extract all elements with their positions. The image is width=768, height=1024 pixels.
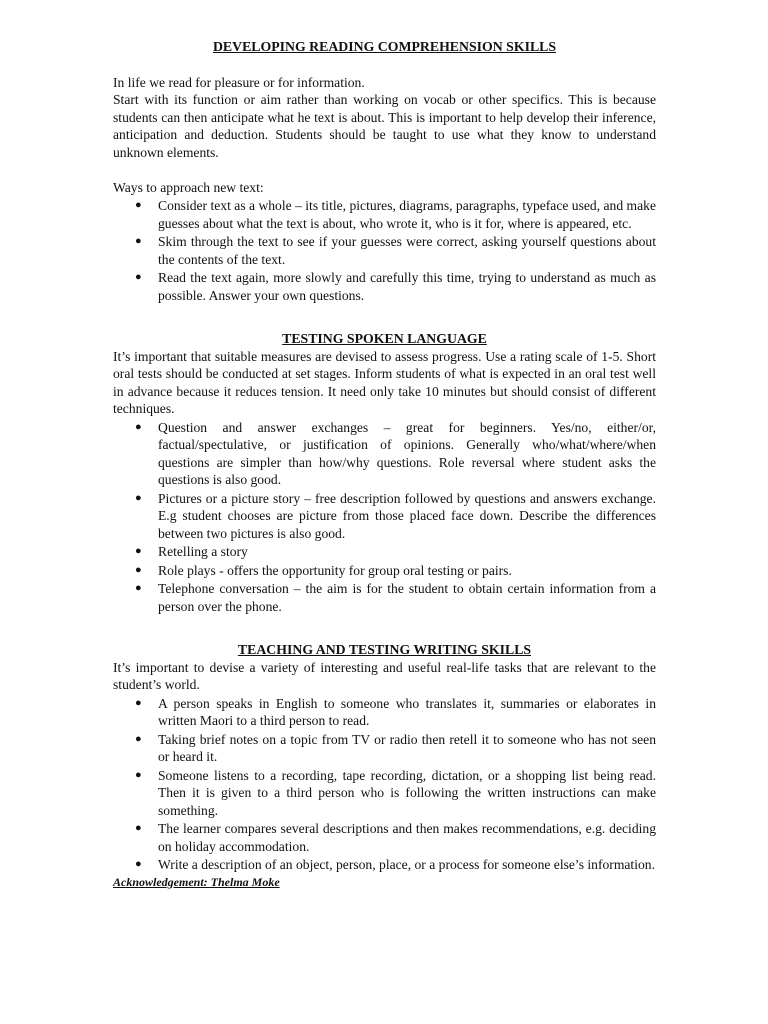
reading-list-intro: Ways to approach new text: (113, 179, 264, 195)
bullet-icon: ● (135, 582, 142, 594)
bullet-icon: ● (135, 768, 142, 781)
spoken-intro-paragraph: It’s important that suitable measures are devised to assess progress. Use a rating scale of 1-5. Short oral tests should be conducted at set stages. Inform students of what is expected in an oral test well in advance because it reduces tension. It need only take 10 minutes but should consist of different techniques. (113, 348, 656, 416)
writing-intro-paragraph: It’s important to devise a variety of interesting and useful real-life tasks that are relevant to the student’s world. (113, 659, 656, 692)
acknowledgement: Acknowledgement: Thelma Moke (113, 874, 280, 889)
list-item: ● Question and answer exchanges – great for beginners. Yes/no, either/or, factual/spectulative, or justification of opinions. Generally who/what/where/when questions are simpler than how/why questions. Role reversal where student asks the questions is also good. (135, 419, 656, 487)
list-item: ● Read the text again, more slowly and carefully this time, trying to understand as much as possible. Answer your own questions. (135, 270, 656, 303)
reading-body-paragraph: Start with its function or aim rather than working on vocab or other specifics. This is because students can then anticipate what he text is about. This is important to help develop their inference, anticipation and deduction. Students should be taught to use what they know to understand unknown elements. (113, 92, 656, 160)
list-item: ● Retelling a story (135, 544, 248, 559)
bullet-icon: ● (135, 696, 142, 709)
list-item: ● Telephone conversation – the aim is for the student to obtain certain information from a person over the phone. (135, 581, 656, 614)
list-item: ● Consider text as a whole – its title, pictures, diagrams, paragraphs, typeface used, and make guesses about what the text is about, who wrote it, who is it for, where is appeared, etc. (135, 198, 656, 231)
list-item: ● Pictures or a picture story – free description followed by questions and answers exchange. E.g student chooses are picture from those placed face down. Describe the differences between two pictures is also good. (135, 490, 656, 541)
list-item: ● A person speaks in English to someone who translates it, summaries or elaborates in written Maori to a third person to read. (135, 695, 656, 728)
bullet-icon: ● (135, 858, 142, 870)
reading-intro-paragraph: In life we read for pleasure or for information. (113, 74, 365, 90)
list-item: ● Write a description of an object, person, place, or a process for someone else’s information. (135, 857, 655, 872)
bullet-icon: ● (135, 491, 142, 504)
section-title-reading: DEVELOPING READING COMPREHENSION SKILLS (212, 39, 557, 54)
bullet-icon: ● (135, 822, 142, 834)
bullet-icon: ● (135, 199, 142, 211)
bullet-icon: ● (135, 732, 142, 745)
reading-bullet-list (113, 197, 656, 304)
list-item: ● The learner compares several descriptions and then makes recommendations, e.g. deciding on holiday accommodation. (135, 821, 656, 854)
list-item: ● Skim through the text to see if your guesses were correct, asking yourself questions about the contents of the text. (135, 234, 656, 267)
section-title-writing: TEACHING AND TESTING WRITING SKILLS (237, 642, 532, 657)
bullet-icon: ● (135, 271, 142, 283)
section-title-spoken: TESTING SPOKEN LANGUAGE (282, 331, 487, 346)
bullet-icon: ● (135, 420, 142, 433)
list-item: ● Someone listens to a recording, tape recording, dictation, or a shopping list being read. Then it is given to a third person who is following the written instructions can make something. (135, 767, 656, 818)
bullet-icon: ● (135, 545, 142, 557)
spoken-bullet-list (113, 419, 656, 616)
writing-bullet-list (113, 695, 656, 874)
bullet-icon: ● (135, 563, 142, 576)
list-item: ● Role plays - offers the opportunity for group oral testing or pairs. (135, 562, 512, 578)
bullet-icon: ● (135, 235, 142, 247)
list-item: ● Taking brief notes on a topic from TV or radio then retell it to someone who has not seen or heard it. (135, 731, 656, 764)
